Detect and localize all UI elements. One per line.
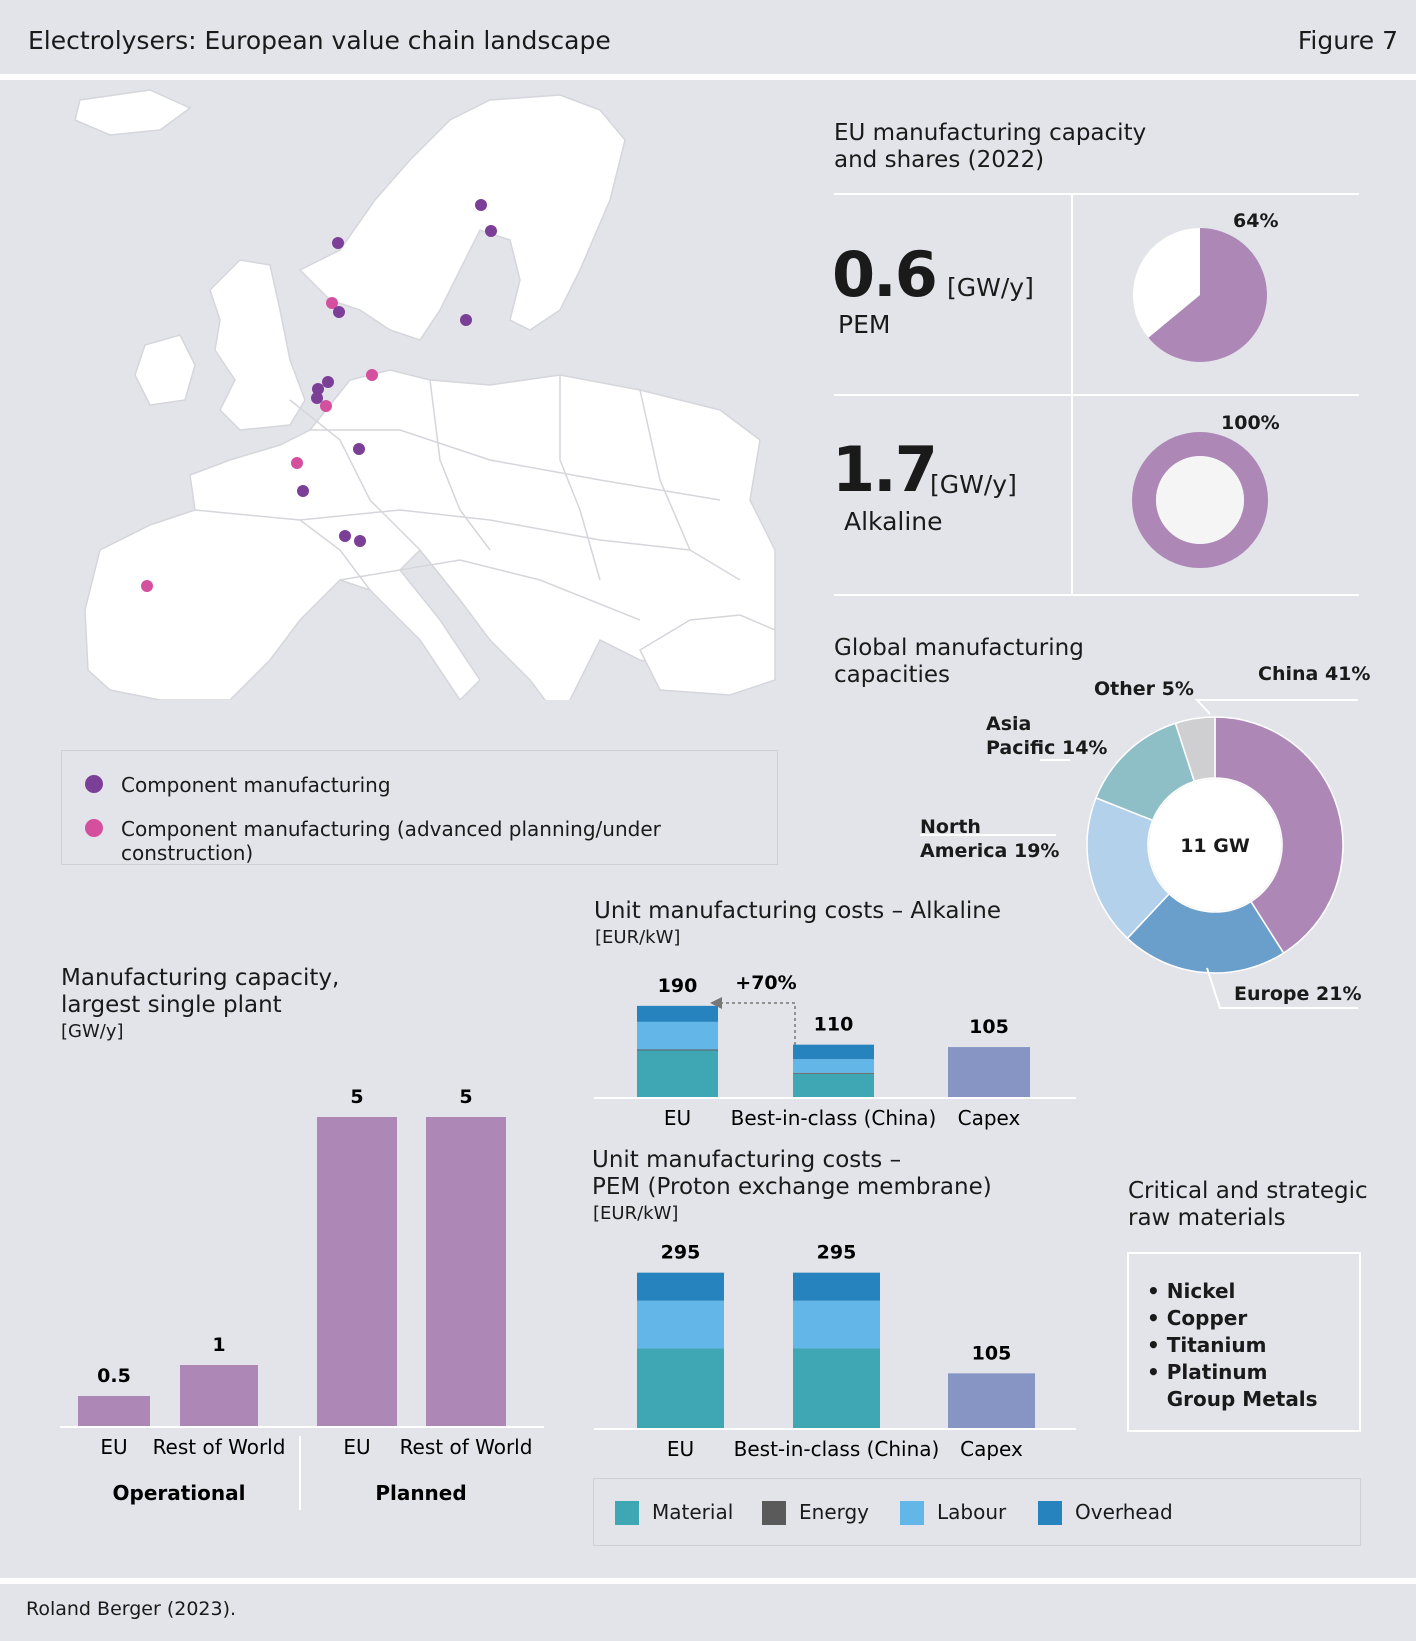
- alkaline-capacity-value: 1.7: [832, 433, 936, 506]
- global-title: Global manufacturing capacities: [834, 635, 1084, 688]
- marker-component: [297, 485, 309, 497]
- map-scandinavia: [300, 95, 625, 340]
- pem-cost-chart: [594, 1230, 1084, 1460]
- bar-segment-energy: [637, 1050, 718, 1051]
- raw-materials-title-line1: Critical and strategic: [1128, 1178, 1368, 1204]
- map-legend: [61, 750, 778, 865]
- marker-component: [460, 314, 472, 326]
- bar-category-label: Best-in-class (China): [733, 1437, 940, 1460]
- pem-capacity-unit: [GW/y]: [947, 273, 1034, 302]
- bar-segment-labour: [793, 1301, 880, 1349]
- bar-segment-overhead: [637, 1273, 724, 1301]
- alkaline-share-label: 100%: [1221, 412, 1280, 434]
- bar-planned-2: [317, 1117, 397, 1427]
- bar-operational-0: [78, 1396, 150, 1427]
- source-note: Roland Berger (2023).: [26, 1598, 237, 1620]
- marker-component: [353, 443, 365, 455]
- bar-category-label: Rest of World: [399, 1435, 533, 1459]
- bar-category-label: EU: [666, 1437, 695, 1460]
- marker-planned: [141, 580, 153, 592]
- figure-number: Figure 7: [1297, 26, 1398, 55]
- legend-swatch-energy: [762, 1501, 786, 1525]
- legend-label-planned: Component manufacturing (advanced planning/under construction): [121, 817, 661, 865]
- bar-value-label: 1: [212, 1334, 226, 1356]
- raw-materials-list: [1147, 1278, 1318, 1413]
- global-label-china: China 41%: [1258, 663, 1371, 685]
- alkaline-label: Alkaline: [844, 507, 943, 536]
- bar-category-label: Capex: [960, 1437, 1023, 1460]
- pem-costs-title-line2: PEM (Proton exchange membrane): [592, 1174, 992, 1200]
- marker-component: [339, 530, 351, 542]
- global-label-other: Other 5%: [1094, 678, 1194, 700]
- global-center-label: 11 GW: [1180, 835, 1250, 857]
- bar-segment-labour: [793, 1059, 874, 1073]
- global-label-asia-pacific-2: Pacific 14%: [986, 737, 1108, 759]
- divider: [834, 594, 1359, 596]
- bar-category-label: EU: [100, 1435, 128, 1459]
- global-label-asia-pacific-1: Asia: [986, 713, 1032, 735]
- bar-value-label: 5: [459, 1086, 473, 1108]
- alkaline-delta-label: +70%: [735, 972, 797, 994]
- pem-capacity-value: 0.6: [832, 238, 936, 311]
- europe-map: [40, 80, 780, 700]
- legend-swatch-material: [615, 1501, 639, 1525]
- bar-category-label: EU: [343, 1435, 371, 1459]
- largest-unit: [GW/y]: [61, 1021, 124, 1042]
- global-label-north-america-1: North: [920, 816, 981, 838]
- bar-segment-material: [793, 1348, 880, 1429]
- list-item: • Copper: [1147, 1306, 1248, 1330]
- map-britain: [210, 260, 305, 430]
- alkaline-costs-title: Unit manufacturing costs – Alkaline: [594, 898, 1002, 924]
- divider: [834, 394, 1359, 396]
- alkaline-cost-chart: [594, 950, 1084, 1140]
- bar-segment-capex: [948, 1047, 1030, 1098]
- marker-component: [311, 392, 323, 404]
- list-item: Group Metals: [1166, 1387, 1318, 1411]
- largest-title-line2: largest single plant: [61, 992, 282, 1018]
- page-title: Electrolysers: European value chain landscape: [28, 26, 611, 55]
- bar-total-label: 105: [969, 1016, 1009, 1039]
- pem-costs-unit: [EUR/kW]: [593, 1203, 679, 1224]
- marker-planned: [291, 457, 303, 469]
- alkaline-share-donut: [1130, 430, 1270, 570]
- list-item: • Platinum: [1147, 1360, 1268, 1384]
- bar-segment-labour: [637, 1022, 718, 1050]
- bar-operational-1: [180, 1365, 258, 1427]
- marker-component: [322, 376, 334, 388]
- legend-label-component: Component manufacturing: [121, 773, 391, 797]
- bar-total-label: 295: [660, 1241, 701, 1264]
- bar-category-label: Rest of World: [152, 1435, 286, 1459]
- legend-label-material: Material: [652, 1500, 734, 1524]
- legend-label-labour: Labour: [937, 1500, 1007, 1524]
- marker-component: [475, 199, 487, 211]
- bar-segment-capex: [948, 1373, 1035, 1429]
- list-item: • Titanium: [1147, 1333, 1267, 1357]
- map-ireland: [135, 335, 195, 405]
- pem-share-pie: [1130, 225, 1270, 365]
- legend-swatch-labour: [900, 1501, 924, 1525]
- group-label-operational: Operational: [112, 1481, 246, 1505]
- bar-category-label: Capex: [957, 1106, 1021, 1130]
- bar-total-label: 105: [971, 1342, 1012, 1365]
- legend-label-overhead: Overhead: [1075, 1500, 1173, 1524]
- pem-label: PEM: [838, 310, 891, 339]
- bar-segment-energy: [793, 1073, 874, 1074]
- map-iceland: [75, 90, 190, 135]
- global-label-europe: Europe 21%: [1234, 983, 1362, 1005]
- legend-label-energy: Energy: [799, 1500, 870, 1524]
- legend-dot-planned: [85, 819, 103, 837]
- bar-segment-overhead: [793, 1045, 874, 1060]
- bar-total-label: 190: [657, 974, 698, 997]
- pem-costs-title-line1: Unit manufacturing costs –: [592, 1147, 902, 1173]
- raw-materials-box: [1127, 1252, 1361, 1432]
- bar-total-label: 295: [816, 1241, 857, 1264]
- bar-segment-overhead: [793, 1273, 880, 1301]
- bar-segment-overhead: [637, 1006, 718, 1022]
- marker-planned: [320, 400, 332, 412]
- marker-component: [485, 225, 497, 237]
- pem-share-label: 64%: [1233, 210, 1279, 232]
- bar-value-label: 5: [350, 1086, 364, 1108]
- marker-component: [333, 306, 345, 318]
- largest-title-line1: Manufacturing capacity,: [61, 965, 340, 991]
- bar-total-label: 110: [813, 1013, 854, 1036]
- legend-dot-component: [85, 775, 103, 793]
- eu-capacity-title: EU manufacturing capacity and shares (2022): [834, 120, 1147, 173]
- header-bar: [0, 0, 1416, 78]
- cost-legend: [593, 1478, 1361, 1546]
- legend-swatch-overhead: [1038, 1501, 1062, 1525]
- footer-divider: [0, 1578, 1416, 1584]
- alkaline-capacity-unit: [GW/y]: [930, 470, 1017, 499]
- bar-segment-labour: [637, 1301, 724, 1349]
- bar-category-label: EU: [663, 1106, 692, 1130]
- bar-planned-3: [426, 1117, 506, 1427]
- global-label-north-america-2: America 19%: [920, 840, 1060, 862]
- alkaline-costs-unit: [EUR/kW]: [595, 927, 681, 948]
- group-label-planned: Planned: [375, 1481, 467, 1505]
- bar-segment-material: [637, 1050, 718, 1098]
- bar-category-label: Best-in-class (China): [730, 1106, 937, 1130]
- raw-materials-title-line2: raw materials: [1128, 1205, 1286, 1231]
- marker-planned: [366, 369, 378, 381]
- bar-segment-material: [793, 1074, 874, 1098]
- bar-value-label: 0.5: [97, 1365, 131, 1387]
- marker-component: [354, 535, 366, 547]
- list-item: • Nickel: [1147, 1279, 1236, 1303]
- bar-segment-material: [637, 1348, 724, 1429]
- divider: [834, 193, 1359, 195]
- largest-plant-chart: [60, 1040, 560, 1510]
- marker-component: [332, 237, 344, 249]
- divider: [1071, 195, 1073, 594]
